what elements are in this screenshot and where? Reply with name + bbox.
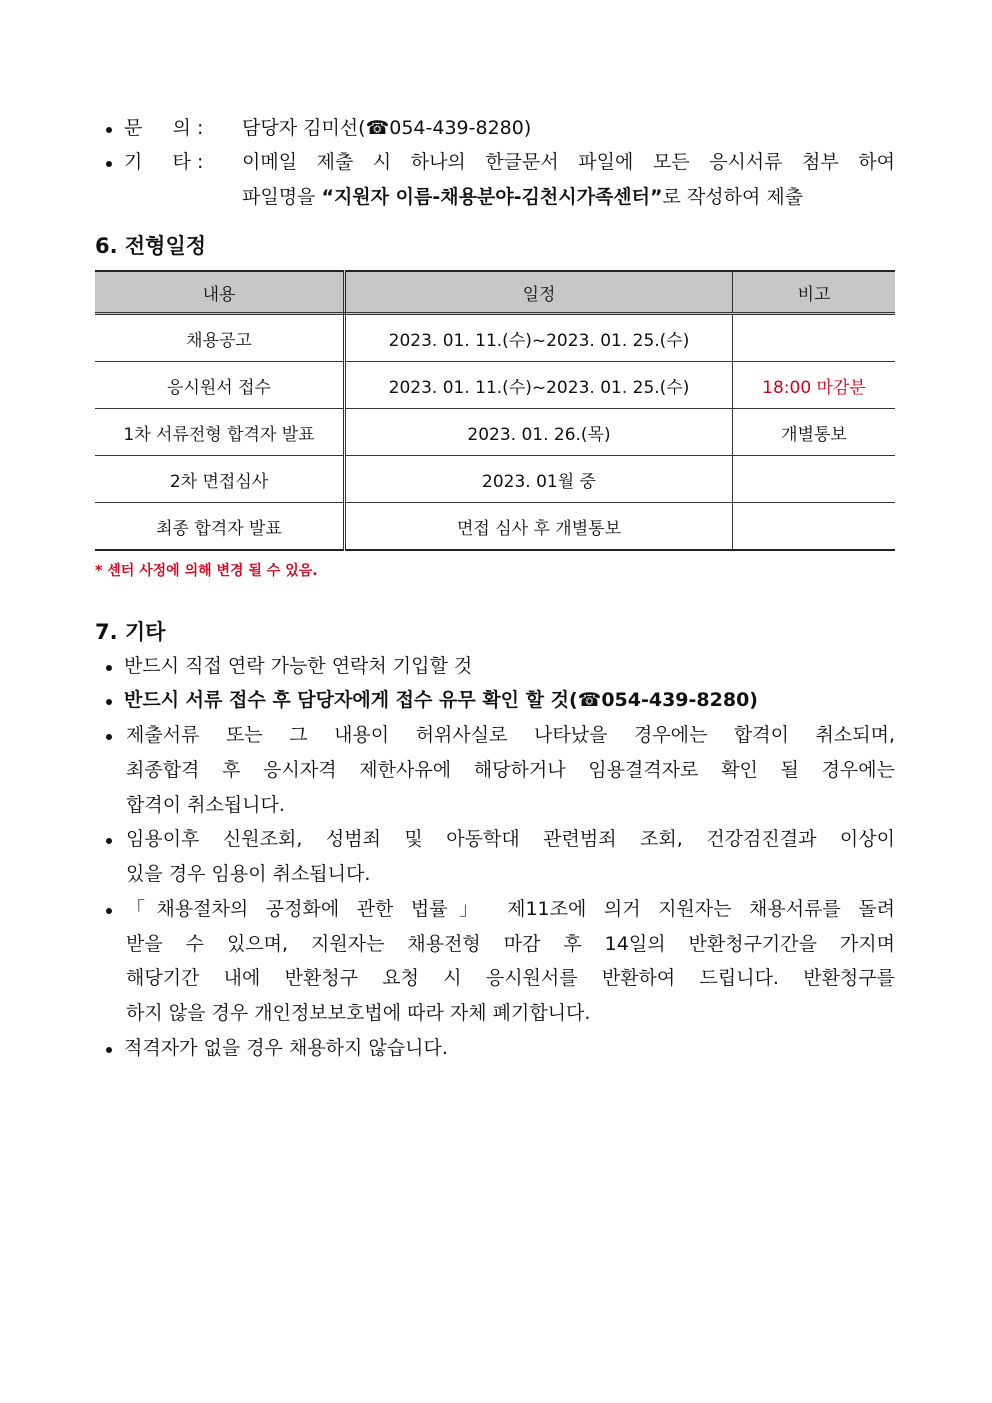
table-cell-date: 면접 심사 후 개별통보: [345, 503, 733, 551]
bullet-icon: [106, 161, 112, 167]
table-header-note: 비고: [733, 271, 896, 314]
etc-item-5-line-4: 하지 않을 경우 개인정보보호법에 따라 자체 폐기합니다.: [126, 1002, 591, 1024]
table-header-row: [95, 271, 895, 314]
schedule-footnote: * 센터 사정에 의해 변경 될 수 있음.: [95, 563, 318, 579]
table-row: [95, 362, 895, 409]
etc-item-4-line-1: 임용이후 신원조회, 성범죄 및 아동학대 관련범죄 조회, 건강검진결과 이상이: [126, 828, 895, 850]
etc-line-2-prefix: 파일명을: [242, 186, 316, 208]
etc-line-2: [242, 185, 803, 209]
bullet-icon: [106, 127, 112, 133]
table-cell-date: 2023. 01월 중: [345, 456, 733, 503]
etc-item-1: 반드시 직접 연락 가능한 연락처 기입할 것: [124, 655, 473, 677]
etc-item-3-line-1: 제출서류 또는 그 내용이 허위사실로 나타났을 경우에는 합격이 취소되며,: [126, 724, 895, 746]
bullet-icon: [106, 1047, 112, 1053]
etc-item-5-line-3: 해당기간 내에 반환청구 요청 시 응시원서를 반환하여 드립니다. 반환청구를: [126, 967, 895, 989]
bullet-icon: [106, 908, 112, 914]
table-row: [95, 314, 895, 362]
table-cell-content: 응시원서 접수: [95, 362, 345, 409]
table-cell-date: 2023. 01. 11.(수)~2023. 01. 25.(수): [345, 362, 733, 409]
table-cell-content: 1차 서류전형 합격자 발표: [95, 409, 345, 456]
etc-item-5-line-1: 「채용절차의 공정화에 관한 법률」 제11조에 의거 지원자는 채용서류를 돌려: [126, 898, 895, 920]
etc-item-6: 적격자가 없을 경우 채용하지 않습니다.: [124, 1037, 448, 1059]
table-cell-note: [733, 314, 896, 362]
table-row: [95, 409, 895, 456]
etc-item-2: 반드시 서류 접수 후 담당자에게 접수 유무 확인 할 것(☎054-439-8280): [124, 689, 758, 711]
contact-label: 문 의 :: [124, 117, 204, 139]
section-7-title: 7. 기타: [95, 620, 166, 644]
table-cell-note: [733, 503, 896, 551]
section-6-title: 6. 전형일정: [95, 234, 207, 258]
schedule-table: [95, 270, 895, 551]
bullet-icon: [106, 699, 112, 705]
table-row: [95, 456, 895, 503]
table-cell-note: [733, 456, 896, 503]
etc-line-2-filename: “지원자 이름-채용분야-김천시가족센터”: [321, 186, 663, 208]
table-cell-date: 2023. 01. 26.(목): [345, 409, 733, 456]
etc-item-4-line-2: 있을 경우 임용이 취소됩니다.: [126, 863, 371, 885]
etc-line-2-suffix: 로 작성하여 제출: [662, 186, 804, 208]
table-cell-content: 최종 합격자 발표: [95, 503, 345, 551]
table-row: [95, 503, 895, 551]
etc-item-5-line-2: 받을 수 있으며, 지원자는 채용전형 마감 후 14일의 반환청구기간을 가지며: [126, 933, 895, 955]
table-header-content: 내용: [95, 271, 345, 314]
bullet-icon: [106, 665, 112, 671]
contact-text: 담당자 김미선(☎054-439-8280): [242, 117, 532, 139]
table-cell-note: 18:00 마감분: [733, 362, 896, 409]
table-cell-content: 채용공고: [95, 314, 345, 362]
etc-line-1: 이메일 제출 시 하나의 한글문서 파일에 모든 응시서류 첨부 하여: [242, 151, 895, 173]
table-cell-content: 2차 면접심사: [95, 456, 345, 503]
etc-label: 기 타 :: [124, 151, 204, 173]
table-header-date: 일정: [345, 271, 733, 314]
etc-item-3-line-2: 최종합격 후 응시자격 제한사유에 해당하거나 임용결격자로 확인 될 경우에는: [126, 759, 895, 781]
table-cell-date: 2023. 01. 11.(수)~2023. 01. 25.(수): [345, 314, 733, 362]
bullet-icon: [106, 734, 112, 740]
table-cell-note: 개별통보: [733, 409, 896, 456]
etc-item-3-line-3: 합격이 취소됩니다.: [126, 794, 285, 816]
bullet-icon: [106, 838, 112, 844]
